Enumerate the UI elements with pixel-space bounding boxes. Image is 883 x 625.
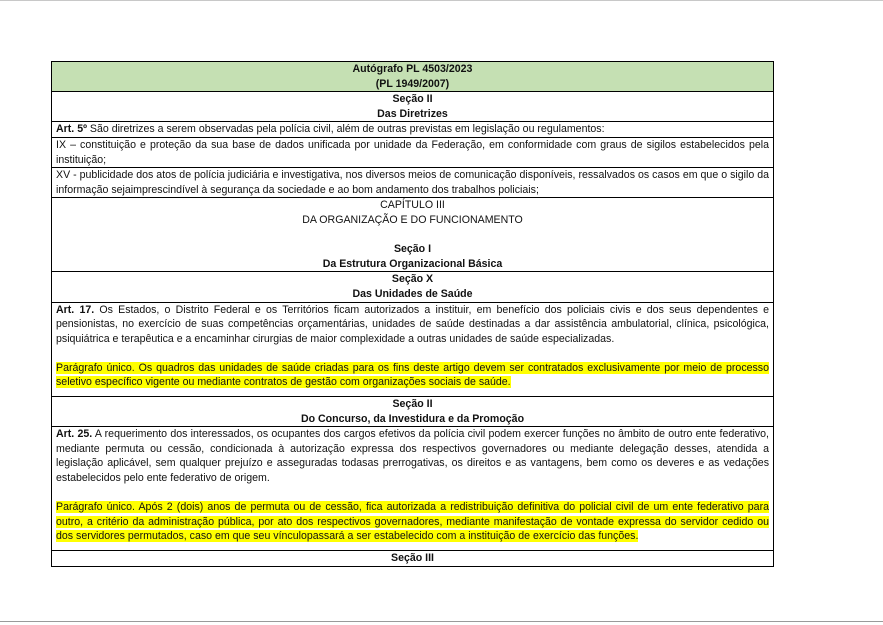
chapter-label: CAPÍTULO III [380,199,445,212]
section-title: Das Diretrizes [377,107,448,120]
article-label: Art. 17. [56,303,95,316]
header-subtitle: (PL 1949/2007) [375,77,450,90]
section-title: Do Concurso, da Investidura e da Promoção [300,412,525,425]
comparison-table [51,61,774,567]
section-title: Das Unidades de Saúde [352,287,473,300]
item-xv: XV - publicidade dos atos de polícia judiciária e investigativa, nos diversos meios de comunicação disponíveis, ressalvados os casos em que o sigilo da informação sejaimprescindível à segurança da sociedade e ao bom andamento dos trabalhos policiais; [52,168,774,198]
article-text: A requerimento dos interessados, os ocupantes dos cargos efetivos da polícia civil podem exercer funções no âmbito de outro ente federativo, mediante permuta ou cessão, condicionada à autorização expressa dos respectivos governadores ou mediante delegação desses, atendida a legislação aplicável, sem qualquer prejuízo e asseguradas todasas prerrogativas, os direitos e as vantagens, bem como os deveres e as vedações estabelecidos pelo ente federativo de origem. [56,428,769,485]
article-label: Art. 25. [56,428,93,441]
section-heading-row [52,397,774,427]
section-heading-row [52,272,774,302]
section-label: Seção II [392,398,433,411]
section-label: Seção I [393,243,432,256]
section-heading-row [52,92,774,122]
section-heading-row [52,551,774,567]
article-text: Os Estados, o Distrito Federal e os Territórios ficam autorizados a instituir, em benefício dos policiais civis e dos seus dependentes e pensionistas, no exercício de suas competências orçamentárias, unidades de saúde destinadas a dar assistência ambulatorial, clínica, psicológica, psiquiátrica e terapêutica e a encaminhar cirurgias de maior complexidade a outras unidades de saúde especializadas. [56,303,770,345]
article-row [52,122,774,138]
page-top-border [0,0,883,1]
item-row [52,137,774,167]
section-label: Seção II [392,93,433,106]
section-label: Seção X [391,273,434,286]
chapter-row [52,198,774,272]
item-ix: IX – constituição e proteção da sua base de dados unificada por unidade da Federação, em conformidade com graus de sigilos estabelecidos pela instituição; [52,137,774,167]
article-label: Art. 5º [56,123,87,136]
article-row [52,302,774,397]
item-row [52,168,774,198]
header-title: Autógrafo PL 4503/2023 [352,63,473,75]
highlighted-paragraph: Parágrafo único. Após 2 (dois) anos de permuta ou de cessão, fica autorizada a redistribuição definitiva do policial civil de um ente federativo para outro, a critério da administração pública, por ato dos respectivos governadores, mediante manifestação de vontade expressa do servidor cedido ou dos servidores permutados, caso em que seu vínculopassará a ser estabelecido com a instituição de exercício das funções. [56,501,769,543]
header-row [52,62,774,92]
page-bottom-border [0,621,883,622]
header-cell [52,62,774,92]
section-title: Da Estrutura Organizacional Básica [322,257,503,270]
article-row [52,427,774,551]
article-text: São diretrizes a serem observadas pela polícia civil, além de outras previstas em legislação ou regulamentos: [86,123,605,136]
section-label: Seção III [52,551,774,567]
chapter-title: DA ORGANIZAÇÃO E DO FUNCIONAMENTO [302,213,523,226]
highlighted-paragraph: Parágrafo único. Os quadros das unidades de saúde criadas para os fins deste artigo devem ser contratados exclusivamente por meio de processo seletivo específico vigente ou mediante contratos de gestão com organizações sociais de saúde. [56,361,769,389]
